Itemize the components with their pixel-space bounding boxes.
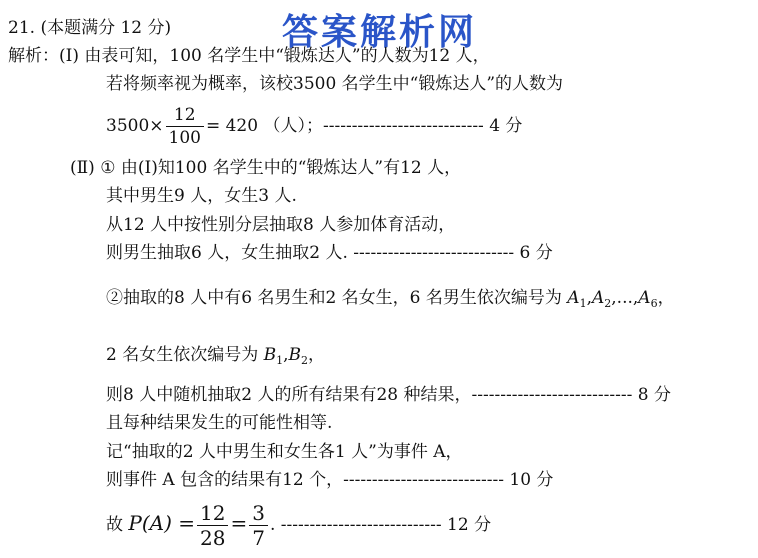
sub-b1: 1: [276, 354, 284, 367]
var-b: B: [263, 345, 277, 365]
calc-denominator: 100: [168, 128, 201, 148]
score-dashes: ----------------------------: [280, 515, 442, 535]
frac1-denominator: 28: [200, 526, 226, 550]
score-mark: 6 分: [514, 243, 553, 263]
problem-header: 21. (本题满分 12 分): [8, 18, 172, 38]
frac1-numerator: 12: [197, 502, 228, 526]
part2-line4: [106, 243, 553, 263]
probability-lhs: P(A) =: [128, 511, 196, 535]
var-a: A: [591, 288, 605, 308]
part1-line1: [8, 46, 490, 66]
var-a: A: [567, 288, 580, 308]
part1-text-1: (Ⅰ) 由表可知，100 名学生中“锻炼达人”的人数为12 人，: [59, 46, 490, 66]
part2-line7: [106, 385, 671, 405]
sub-b2: 2: [301, 354, 309, 367]
part2-line9: 记“抽取的2 人中男生和女生各1 人”为事件 A，: [106, 442, 463, 462]
part2-line1: (Ⅱ) ① 由(Ⅰ)知100 名学生中的“锻炼达人”有12 人，: [70, 158, 462, 178]
part2-text-7: 则8 人中随机抽取2 人的所有结果有28 种结果，: [106, 385, 472, 405]
score-dashes: ----------------------------: [322, 116, 484, 136]
part1-line2: 若将频率视为概率，该校3500 名学生中“锻炼达人”的人数为: [106, 74, 564, 94]
part2-line6: 2 名女生依次编号为 $B_1,B_2$，: [106, 345, 326, 367]
part1-calc: [106, 104, 522, 148]
calc-prefix: 3500×: [106, 116, 164, 136]
part2-line3: 从12 人中按性别分层抽取8 人参加体育活动，: [106, 215, 456, 235]
sub-a6: 6: [650, 297, 658, 310]
score-mark: 4 分: [483, 116, 523, 136]
part2-text-10: 则事件 A 包含的结果有12 个，: [106, 470, 344, 490]
var-a: A: [638, 288, 651, 308]
fraction-3-7: [249, 502, 268, 549]
fraction-12-28: [197, 502, 228, 549]
calc-numerator: 12: [166, 105, 204, 127]
score-mark: 12 分: [441, 515, 492, 535]
part2-line2: 其中男生9 人，女生3 人.: [106, 186, 297, 206]
part2-text-6: 2 名女生依次编号为: [106, 345, 264, 365]
part2-line5: ②抽取的8 人中有6 名男生和2 名女生，6 名男生依次编号为 $A_1,A_2,...,A_6$，: [106, 288, 675, 310]
sub-a1: 1: [579, 297, 587, 310]
score-mark: 10 分: [503, 470, 554, 490]
sub-a2: 2: [604, 297, 612, 310]
calc-result: = 420 （人）；: [205, 116, 323, 136]
part2-text-4: 则男生抽取6 人，女生抽取2 人.: [106, 243, 354, 263]
solution-label: 解析：: [8, 46, 59, 66]
var-b: B: [288, 345, 302, 365]
watermark-logo: 答案解析网: [282, 12, 478, 53]
part2-line10: [106, 470, 553, 490]
part2-line8: 且每种结果发生的可能性相等.: [106, 413, 333, 433]
frac2-numerator: 3: [249, 502, 268, 526]
calc-fraction: [166, 105, 204, 148]
score-dashes: ----------------------------: [343, 470, 504, 490]
final-answer: 故 P(A) = $\frac{12}{28}$ = $\frac{3}{7}$ . ---------------------------- 12 分: [106, 501, 492, 550]
score-mark: 8 分: [632, 385, 671, 405]
score-dashes: ----------------------------: [353, 243, 515, 263]
score-dashes: ----------------------------: [471, 385, 633, 405]
part2-text-5: ②抽取的8 人中有6 名男生和2 名女生，6 名男生依次编号为: [106, 288, 568, 308]
final-prefix: 故: [106, 515, 129, 535]
frac2-denominator: 7: [252, 526, 265, 550]
